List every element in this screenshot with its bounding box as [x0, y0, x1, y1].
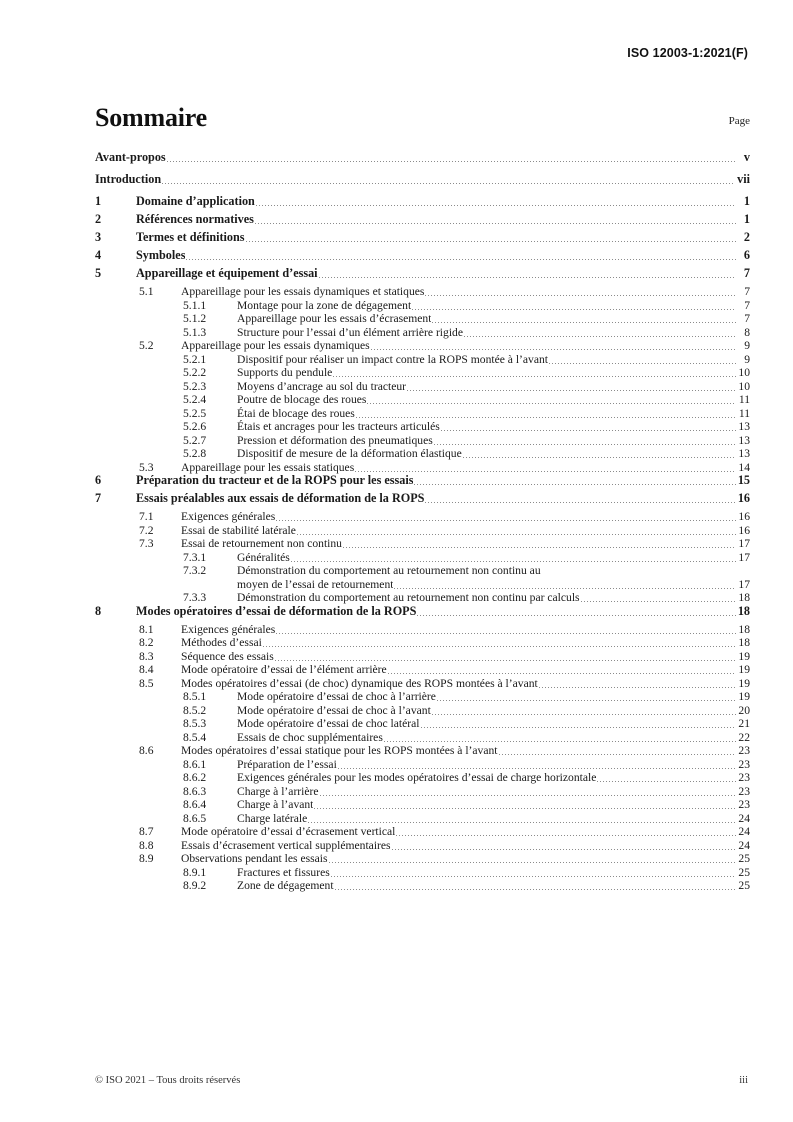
toc-entry-page-number: 14 — [738, 460, 750, 474]
toc-entry-number: 5.2.7 — [183, 433, 207, 447]
toc-entry-number: 8.9.2 — [183, 879, 207, 892]
toc-entry-number: 5.2 — [139, 339, 154, 352]
toc-entry-number: 5.2.3 — [183, 379, 207, 393]
toc-entry-title: Dispositif pour réaliser un impact contre la ROPS montée à l’avant — [237, 352, 549, 366]
toc-entry-number: 5.2.1 — [183, 352, 207, 366]
toc-dot-leader — [464, 336, 736, 337]
toc-entry-page-number: 18 — [738, 636, 750, 649]
toc-entry[interactable] — [95, 299, 750, 313]
toc-entry[interactable] — [95, 285, 750, 299]
toc-entry-title: Exigences générales pour les modes opératoires d’essai de charge horizontale — [237, 771, 597, 784]
toc-entry-number: 8.3 — [139, 649, 154, 663]
toc-entry[interactable] — [95, 852, 750, 866]
toc-entry[interactable] — [95, 866, 750, 880]
toc-entry[interactable] — [95, 663, 750, 677]
toc-entry-page-number: vii — [737, 172, 750, 186]
toc-entry-number: 8.1 — [139, 622, 154, 636]
toc-entry-number: 8.6.3 — [183, 784, 207, 798]
toc-entry-page-number: 7 — [744, 298, 750, 312]
toc-entry-number: 8.5.2 — [183, 703, 207, 717]
toc-dot-leader — [333, 376, 736, 377]
toc-entry[interactable] — [95, 461, 750, 475]
toc-entry-page-number: 19 — [738, 676, 750, 690]
toc-dot-leader — [421, 727, 736, 728]
toc-entry-title: Modes opératoires d’essai (de choc) dynamique des ROPS montées à l’avant — [181, 676, 538, 690]
toc-entry-page-number: 17 — [738, 537, 750, 550]
toc-entry-number: 8.8 — [139, 838, 154, 852]
toc-dot-leader — [367, 403, 736, 404]
toc-entry-title: Séquence des essais — [181, 649, 274, 663]
toc-entry-title: Exigences générales — [181, 510, 276, 523]
toc-entry-title: Charge à l’avant — [237, 798, 314, 811]
copyright-notice: © ISO 2021 – Tous droits réservés — [95, 1075, 241, 1086]
toc-entry-title: Exigences générales — [181, 622, 276, 636]
toc-entry-number: 5.2.6 — [183, 420, 207, 433]
toc-entry-page-number: 2 — [743, 230, 750, 244]
toc-entry[interactable] — [95, 591, 750, 605]
toc-entry-number: 5.2.8 — [183, 447, 207, 460]
toc-entry-page-number: 23 — [738, 798, 750, 811]
toc-entry[interactable] — [95, 731, 750, 745]
toc-entry[interactable] — [95, 249, 750, 263]
toc-entry-page-number: 13 — [738, 447, 750, 460]
toc-entry[interactable] — [95, 213, 750, 227]
table-of-contents — [95, 151, 750, 893]
toc-entry-page-number: v — [743, 150, 750, 164]
toc-entry-title: Mode opératoire d’essai de choc à l’arrière — [237, 690, 436, 703]
toc-dot-leader — [371, 349, 736, 350]
toc-dot-leader — [291, 561, 736, 562]
document-reference-header: ISO 12003-1:2021(F) — [627, 46, 748, 60]
toc-entry[interactable] — [95, 785, 750, 799]
toc-entry[interactable] — [95, 326, 750, 340]
toc-dot-leader — [434, 444, 736, 445]
toc-entry[interactable] — [95, 267, 750, 281]
toc-entry-title: Domaine d’application — [136, 195, 255, 208]
toc-entry-title: Essai de stabilité latérale — [181, 523, 296, 537]
toc-entry-title: Dispositif de mesure de la déformation élastique — [237, 447, 462, 460]
toc-dot-leader — [275, 660, 736, 661]
toc-dot-leader — [246, 241, 736, 242]
footer-page-number: iii — [739, 1075, 748, 1086]
toc-entry-title: Introduction — [95, 173, 162, 186]
toc-entry-page-number: 23 — [738, 757, 750, 771]
toc-entry-number: 8.6.4 — [183, 798, 207, 811]
toc-entry-page-number: 19 — [738, 690, 750, 703]
toc-entry-page-number: 18 — [737, 603, 750, 618]
toc-entry[interactable] — [95, 474, 750, 488]
toc-entry-number: 8.5 — [139, 676, 154, 690]
toc-dot-leader — [407, 390, 736, 391]
toc-entry-number: 8.9.1 — [183, 865, 207, 879]
toc-entry-title: Appareillage et équipement d’essai — [136, 267, 318, 280]
toc-entry[interactable] — [95, 690, 750, 704]
toc-entry-number: 5.1 — [139, 285, 154, 298]
toc-entry[interactable] — [95, 798, 750, 812]
toc-entry-title: Essais préalables aux essais de déformation de la ROPS — [136, 492, 425, 505]
toc-dot-leader — [432, 714, 736, 715]
toc-entry[interactable] — [95, 744, 750, 758]
toc-entry-page-number: 25 — [738, 865, 750, 879]
toc-dot-leader — [394, 588, 736, 589]
toc-entry-number: 8 — [95, 603, 102, 618]
toc-entry-number: 5.1.3 — [183, 325, 207, 339]
toc-entry-page-number: 23 — [738, 771, 750, 784]
toc-entry-page-number: 18 — [738, 591, 750, 604]
toc-entry[interactable] — [95, 564, 750, 578]
toc-entry-number: 7 — [95, 491, 102, 505]
toc-entry-title: Essais d’écrasement vertical supplémentaires — [181, 838, 391, 852]
toc-entry-title: Poutre de blocage des roues — [237, 393, 367, 406]
toc-entry-page-number: 8 — [744, 325, 750, 339]
toc-entry-page-number: 15 — [737, 473, 750, 487]
toc-dot-leader — [355, 471, 736, 472]
toc-entry[interactable] — [95, 353, 750, 367]
toc-entry-title: Préparation de l’essai — [237, 757, 337, 771]
toc-dot-leader — [331, 876, 736, 877]
toc-entry-title: Appareillage pour les essais statiques — [181, 460, 355, 474]
toc-entry-page-number: 16 — [738, 510, 750, 523]
toc-dot-leader — [597, 781, 736, 782]
toc-dot-leader — [335, 889, 736, 890]
toc-entry-title: Fractures et fissures — [237, 865, 330, 879]
toc-entry-number: 8.7 — [139, 825, 154, 838]
toc-entry-number: 8.6.1 — [183, 757, 207, 771]
toc-entry-page-number: 11 — [738, 393, 750, 406]
toc-entry-page-number: 23 — [738, 744, 750, 757]
toc-dot-leader — [396, 835, 736, 836]
toc-entry-page-number: 13 — [738, 433, 750, 447]
toc-entry-number: 8.6.2 — [183, 771, 207, 784]
toc-entry-number: 7.3 — [139, 537, 154, 550]
toc-dot-leader — [276, 520, 736, 521]
toc-entry-title: Appareillage pour les essais dynamiques — [181, 339, 370, 352]
toc-entry-page-number: 1 — [743, 194, 750, 208]
toc-entry-page-number: 18 — [738, 622, 750, 636]
toc-entry[interactable] — [95, 434, 750, 448]
toc-entry-page-number: 20 — [738, 703, 750, 717]
toc-entry-page-number: 24 — [738, 825, 750, 838]
toc-dot-leader — [314, 808, 736, 809]
toc-dot-leader — [384, 741, 736, 742]
toc-dot-leader — [539, 687, 736, 688]
toc-entry-number: 5.2.2 — [183, 366, 207, 379]
toc-entry-page-number: 7 — [743, 266, 750, 280]
toc-entry-number: 8.6 — [139, 744, 154, 757]
toc-entry-title: Pression et déformation des pneumatiques — [237, 433, 433, 447]
toc-dot-leader — [437, 700, 736, 701]
toc-entry-title: Supports du pendule — [237, 366, 333, 379]
toc-entry-title: Charge latérale — [237, 811, 308, 825]
toc-entry-title: Références normatives — [136, 213, 254, 226]
toc-dot-leader — [432, 322, 736, 323]
toc-entry[interactable] — [95, 173, 750, 187]
toc-dot-leader — [276, 633, 736, 634]
toc-dot-leader — [320, 795, 736, 796]
toc-entry-page-number: 24 — [738, 838, 750, 852]
toc-dot-leader — [186, 259, 736, 260]
toc-entry-number: 1 — [95, 194, 102, 208]
toc-dot-leader — [256, 205, 736, 206]
toc-dot-leader — [338, 768, 736, 769]
toc-dot-leader — [425, 502, 735, 503]
toc-dot-leader — [319, 277, 736, 278]
toc-entry-title: Moyens d’ancrage au sol du tracteur — [237, 379, 407, 393]
toc-dot-leader — [441, 430, 736, 431]
page-footer — [95, 1075, 748, 1086]
toc-entry-title: Démonstration du comportement au retournement non continu au — [237, 564, 541, 577]
toc-entry-title: Essais de choc supplémentaires — [237, 730, 383, 744]
toc-entry[interactable] — [95, 447, 750, 461]
toc-entry-number: 7.1 — [139, 510, 154, 523]
toc-entry-number: 7.3.1 — [183, 550, 207, 564]
toc-entry[interactable] — [95, 510, 750, 524]
toc-entry-title: Essai de retournement non continu — [181, 537, 342, 550]
toc-dot-leader — [162, 183, 735, 184]
toc-entry[interactable] — [95, 839, 750, 853]
toc-entry[interactable] — [95, 537, 750, 551]
toc-entry[interactable] — [95, 879, 750, 893]
toc-entry-page-number: 1 — [743, 212, 750, 226]
toc-dot-leader — [549, 363, 736, 364]
toc-entry[interactable] — [95, 771, 750, 785]
toc-dot-leader — [343, 547, 736, 548]
toc-dot-leader — [392, 849, 736, 850]
toc-entry-title: Observations pendant les essais — [181, 852, 328, 865]
toc-entry-number: 5.3 — [139, 460, 154, 474]
toc-entry-page-number: 23 — [738, 784, 750, 798]
toc-entry-number: 2 — [95, 212, 102, 226]
toc-entry-number: 8.9 — [139, 852, 154, 865]
toc-dot-leader — [263, 646, 736, 647]
toc-dot-leader — [463, 457, 736, 458]
toc-entry-page-number: 19 — [738, 663, 750, 676]
toc-entry-number: 8.5.1 — [183, 690, 207, 703]
toc-dot-leader — [581, 601, 736, 602]
toc-entry-title: Termes et définitions — [136, 231, 245, 244]
toc-entry-page-number: 21 — [738, 717, 750, 730]
toc-entry[interactable] — [95, 524, 750, 538]
toc-entry-number: 5.2.5 — [183, 406, 207, 420]
toc-entry[interactable] — [95, 650, 750, 664]
toc-entry-title: Généralités — [237, 550, 290, 564]
toc-entry[interactable] — [95, 420, 750, 434]
toc-entry[interactable] — [95, 758, 750, 772]
toc-entry-number: 8.5.4 — [183, 730, 207, 744]
toc-entry-number: 8.5.3 — [183, 717, 207, 730]
toc-entry-title: Mode opératoire d’essai d’écrasement vertical — [181, 825, 396, 838]
toc-entry[interactable] — [95, 636, 750, 650]
toc-entry-number: 4 — [95, 248, 102, 262]
toc-entry-title: Étais et ancrages pour les tracteurs articulés — [237, 420, 440, 433]
toc-entry-title: Avant-propos — [95, 151, 166, 164]
toc-entry-page-number: 17 — [738, 577, 750, 591]
toc-entry-number: 5 — [95, 266, 102, 280]
toc-entry[interactable] — [95, 704, 750, 718]
toc-entry-number: 3 — [95, 230, 102, 244]
toc-entry-title: Appareillage pour les essais d’écrasement — [237, 312, 432, 325]
toc-dot-leader — [414, 484, 735, 485]
toc-entry-number: 8.4 — [139, 663, 154, 676]
toc-entry-title: Zone de dégagement — [237, 879, 334, 892]
toc-dot-leader — [329, 862, 736, 863]
toc-entry-number: 8.6.5 — [183, 811, 207, 825]
toc-entry-number: 5.2.4 — [183, 393, 207, 406]
toc-entry[interactable] — [95, 380, 750, 394]
toc-entry-number: 6 — [95, 473, 102, 487]
toc-entry-page-number: 19 — [738, 649, 750, 663]
toc-entry[interactable] — [95, 812, 750, 826]
toc-entry-title: Mode opératoire d’essai de l’élément arrière — [181, 663, 387, 676]
title-row — [95, 104, 750, 132]
toc-entry[interactable] — [95, 551, 750, 565]
toc-entry-title: Méthodes d’essai — [181, 636, 262, 649]
toc-entry[interactable] — [95, 339, 750, 353]
page-title: Sommaire — [95, 103, 208, 132]
toc-entry-number: 5.1.2 — [183, 312, 207, 325]
toc-entry-title: Appareillage pour les essais dynamiques et statiques — [181, 285, 425, 298]
toc-entry-page-number: 13 — [738, 420, 750, 433]
toc-entry-page-number: 11 — [738, 406, 750, 420]
toc-entry-page-number: 7 — [744, 285, 750, 298]
toc-entry[interactable] — [95, 393, 750, 407]
toc-entry-page-number: 24 — [738, 811, 750, 825]
toc-entry-number: 8.2 — [139, 636, 154, 649]
toc-entry[interactable] — [95, 623, 750, 637]
toc-entry[interactable] — [95, 195, 750, 209]
toc-entry[interactable] — [95, 366, 750, 380]
toc-entry[interactable] — [95, 312, 750, 326]
toc-entry[interactable] — [95, 492, 750, 506]
toc-dot-leader — [308, 822, 736, 823]
toc-entry-page-number: 9 — [744, 339, 750, 352]
toc-entry-page-number: 10 — [738, 366, 750, 379]
toc-entry[interactable] — [95, 578, 750, 592]
toc-entry-page-number: 25 — [738, 879, 750, 892]
toc-entry-page-number: 17 — [738, 550, 750, 564]
toc-entry-page-number: 22 — [738, 730, 750, 744]
toc-entry-title: moyen de l’essai de retournement — [237, 577, 394, 591]
toc-dot-leader — [255, 223, 736, 224]
toc-entry-number: 7.3.3 — [183, 591, 207, 604]
toc-entry[interactable] — [95, 677, 750, 691]
toc-entry[interactable] — [95, 605, 750, 619]
toc-dot-leader — [297, 534, 736, 535]
toc-entry-number: 5.1.1 — [183, 298, 207, 312]
toc-entry-page-number: 7 — [744, 312, 750, 325]
toc-entry-title: Préparation du tracteur et de la ROPS pour les essais — [136, 474, 414, 487]
toc-entry-title: Modes opératoires d’essai de déformation de la ROPS — [136, 604, 417, 618]
toc-dot-leader — [356, 417, 736, 418]
toc-dot-leader — [499, 754, 736, 755]
toc-entry[interactable] — [95, 231, 750, 245]
toc-entry-title: Charge à l’arrière — [237, 784, 319, 798]
toc-entry-title: Mode opératoire d’essai de choc à l’avant — [237, 703, 431, 717]
toc-dot-leader — [167, 161, 736, 162]
toc-entry-title: Mode opératoire d’essai de choc latéral — [237, 717, 420, 730]
toc-entry[interactable] — [95, 151, 750, 165]
toc-entry[interactable] — [95, 407, 750, 421]
toc-entry-page-number: 16 — [738, 523, 750, 537]
toc-entry-page-number: 10 — [738, 379, 750, 393]
toc-entry-title: Montage pour la zone de dégagement — [237, 298, 412, 312]
toc-entry-page-number: 6 — [743, 248, 750, 262]
toc-entry-title: Symboles — [136, 249, 186, 262]
toc-entry-page-number: 16 — [737, 491, 750, 505]
toc-entry-title: Modes opératoires d’essai statique pour les ROPS montées à l’avant — [181, 744, 498, 757]
toc-entry-page-number: 9 — [744, 352, 750, 366]
toc-dot-leader — [412, 309, 736, 310]
toc-dot-leader — [425, 295, 736, 296]
toc-entry-page-number: 25 — [738, 852, 750, 865]
toc-entry-title: Structure pour l’essai d’un élément arrière rigide — [237, 325, 463, 339]
toc-entry[interactable] — [95, 717, 750, 731]
page-column-label: Page — [728, 115, 750, 127]
toc-entry-title: Étai de blocage des roues — [237, 406, 355, 420]
toc-dot-leader — [417, 615, 735, 616]
toc-entry[interactable] — [95, 825, 750, 839]
toc-entry-number: 7.3.2 — [183, 564, 207, 577]
toc-entry-title: Démonstration du comportement au retournement non continu par calculs — [237, 591, 580, 604]
toc-entry-number: 7.2 — [139, 523, 154, 537]
toc-dot-leader — [388, 673, 736, 674]
